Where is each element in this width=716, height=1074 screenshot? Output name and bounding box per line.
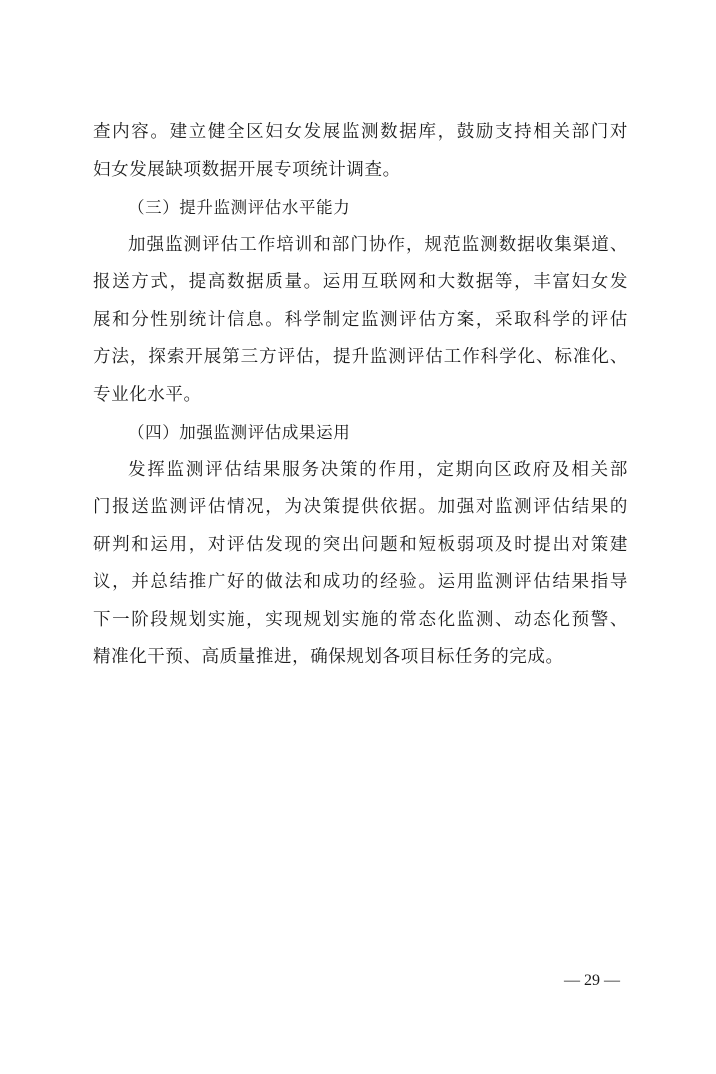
paragraph-1 — [93, 114, 628, 189]
section-heading-3: （三）提升监测评估水平能力 — [128, 198, 351, 217]
paragraph-3-line-2: 门报送监测评估情况，为决策提供依据。加强对监测评估结果的 — [93, 497, 628, 517]
document-body — [93, 114, 628, 677]
paragraph-2-line-5: 专业化水平。 — [93, 384, 202, 405]
paragraph-3 — [93, 452, 628, 677]
paragraph-2-line-1: 加强监测评估工作培训和部门协作，规范监测数据收集渠道、 — [128, 234, 628, 255]
paragraph-2-line-4: 方法，探索开展第三方评估，提升监测评估工作科学化、标准化、 — [93, 347, 628, 367]
paragraph-3-line-4: 议，并总结推广好的做法和成功的经验。运用监测评估结果指导 — [93, 572, 628, 592]
paragraph-3-line-5: 下一阶段规划实施，实现规划实施的常态化监测、动态化预警、 — [93, 609, 628, 630]
page-number: — 29 — — [564, 972, 620, 989]
paragraph-3-line-6: 精准化干预、高质量推进，确保规划各项目标任务的完成。 — [93, 647, 564, 667]
section-heading-4: （四）加强监测评估成果运用 — [128, 423, 351, 442]
paragraph-2-line-2: 报送方式，提高数据质量。运用互联网和大数据等，丰富妇女发 — [93, 272, 628, 292]
paragraph-1-line-2: 妇女发展缺项数据开展专项统计调查。 — [93, 159, 401, 180]
paragraph-2-line-3: 展和分性别统计信息。科学制定监测评估方案，采取科学的评估 — [93, 309, 628, 330]
paragraph-2 — [93, 227, 628, 415]
paragraph-1-line-1: 查内容。建立健全区妇女发展监测数据库，鼓励支持相关部门对 — [93, 122, 628, 142]
paragraph-3-line-3: 研判和运用，对评估发现的突出问题和短板弱项及时提出对策建 — [93, 534, 628, 555]
paragraph-3-line-1: 发挥监测评估结果服务决策的作用，定期向区政府及相关部 — [128, 459, 628, 480]
